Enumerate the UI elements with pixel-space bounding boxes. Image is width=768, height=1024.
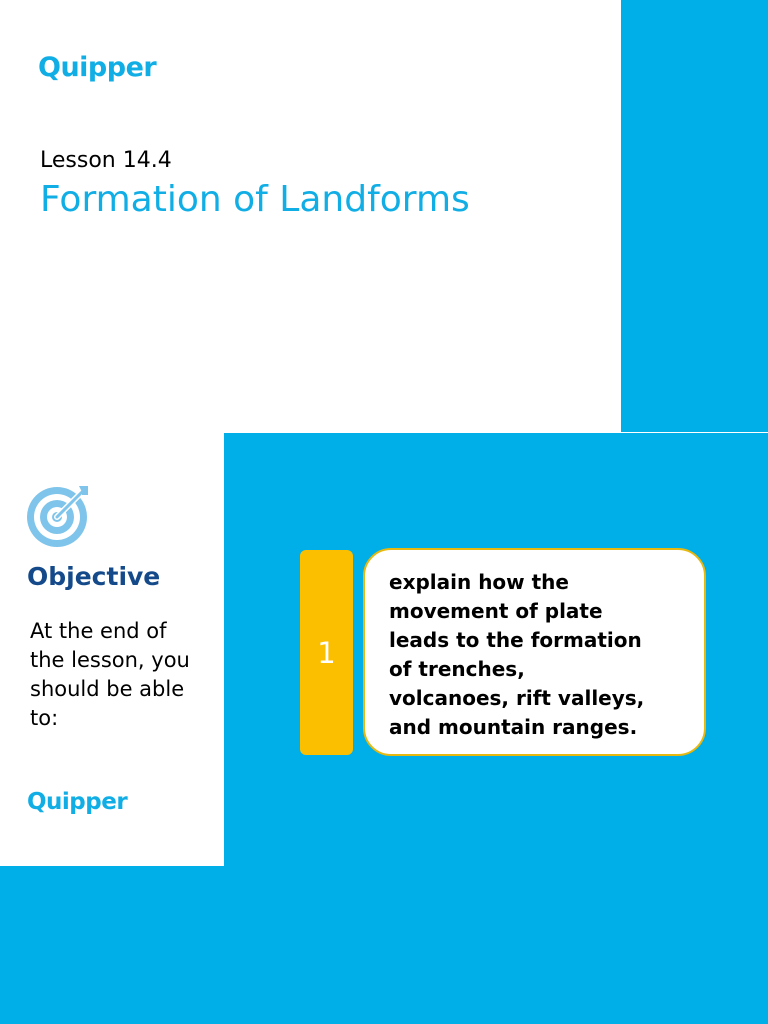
- lesson-number: Lesson 14.4: [40, 148, 172, 173]
- objective-card: [363, 548, 706, 756]
- objective-text: explain how the movement of plate leads to the formation of trenches, volcanoes, rift valleys, and mountain ranges.: [389, 570, 645, 739]
- quipper-logo: Quipper: [38, 52, 157, 83]
- title-slide: [0, 0, 768, 432]
- objective-number: 1: [317, 635, 336, 670]
- lesson-title: Formation of Landforms: [40, 179, 470, 220]
- blue-side-bar: [621, 0, 768, 432]
- target-icon: [24, 482, 92, 550]
- objective-slide: [0, 432, 768, 866]
- objective-intro: At the end of the lesson, you should be able to:: [30, 619, 190, 730]
- objective-heading: Objective: [27, 562, 161, 591]
- next-slide-partial: [0, 866, 768, 1024]
- objective-number-tab: [300, 550, 353, 755]
- quipper-logo-small: Quipper: [27, 789, 128, 815]
